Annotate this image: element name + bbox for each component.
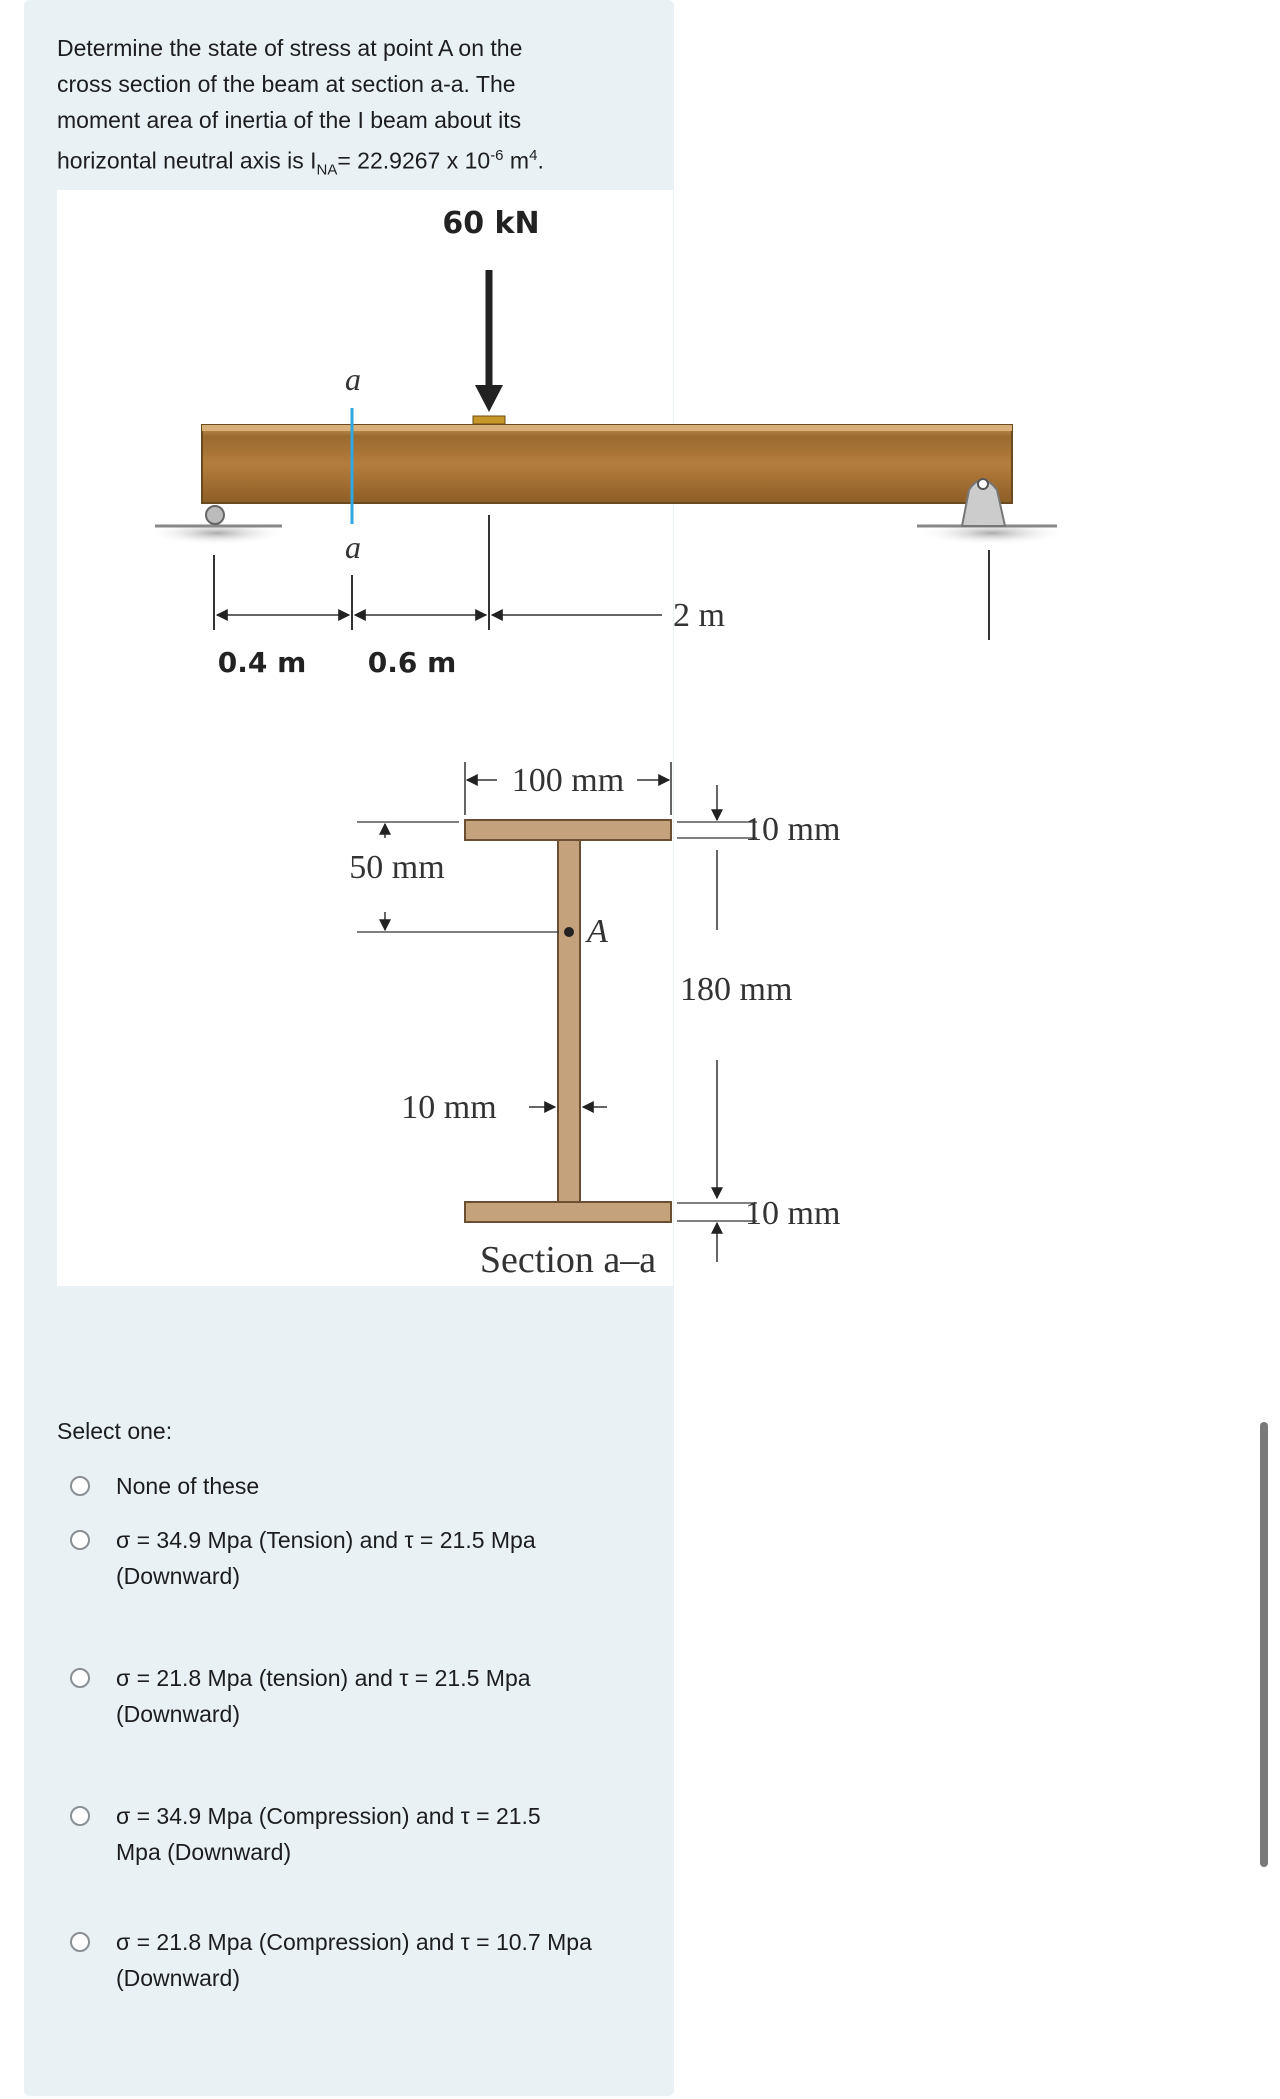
i-section	[465, 820, 671, 1222]
flange-width-label: 100 mm	[511, 762, 625, 799]
section-label-top: a	[345, 361, 361, 397]
option-text: None of these	[116, 1473, 260, 1499]
radio-button[interactable]	[70, 1530, 90, 1550]
dim-label-06: 0.6 m	[367, 646, 457, 679]
question-line-3: moment area of inertia of the I beam about its	[57, 107, 522, 133]
select-one-label: Select one:	[57, 1418, 173, 1444]
web-height-label: 180 mm	[680, 971, 793, 1008]
load-arrow-head	[475, 385, 503, 412]
beam-figure	[57, 190, 841, 1286]
top-flange	[465, 820, 671, 840]
beam	[202, 425, 1012, 503]
beam-top-edge	[202, 425, 1012, 431]
radio-button[interactable]	[70, 1668, 90, 1688]
web-thickness-label: 10 mm	[401, 1089, 497, 1126]
flange-bottom-thickness-label: 10 mm	[745, 1195, 841, 1232]
left-support	[206, 506, 224, 524]
bottom-flange	[465, 1202, 671, 1222]
radio-button[interactable]	[70, 1806, 90, 1826]
option-text: σ = 21.8 Mpa (Compression) and τ = 10.7 Mpa (Downward)	[116, 1929, 592, 1991]
flange-top-thickness-label: 10 mm	[745, 811, 841, 848]
radio-button[interactable]	[70, 1476, 90, 1496]
section-caption: Section a–a	[479, 1239, 657, 1281]
option-text: σ = 34.9 Mpa (Tension) and τ = 21.5 Mpa (Downward)	[116, 1527, 536, 1589]
question-text	[57, 30, 657, 188]
load-label: 60 kN	[442, 206, 540, 241]
question-line-2: cross section of the beam at section a-a. The	[57, 71, 516, 97]
dim-label-2: 2 m	[673, 597, 725, 634]
dim-label-04: 0.4 m	[217, 646, 307, 679]
option-text: σ = 34.9 Mpa (Compression) and τ = 21.5 Mpa (Downward)	[116, 1803, 541, 1865]
point-a-marker	[564, 927, 574, 937]
beam-diagram	[57, 190, 841, 1286]
scrollbar[interactable]	[1260, 1422, 1268, 1867]
point-a-label: A	[587, 913, 608, 950]
question-line-4: horizontal neutral axis is $I_{NA}= 22.9267$ x $10^{-6}$ $m^4$.	[57, 147, 544, 179]
radio-button[interactable]	[70, 1932, 90, 1952]
dist-a-label: 50 mm	[349, 849, 445, 886]
option-text: σ = 21.8 Mpa (tension) and τ = 21.5 Mpa (Downward)	[116, 1665, 531, 1727]
question-line-1: Determine the state of stress at point A on the	[57, 35, 523, 61]
load-plate	[473, 416, 505, 424]
web	[558, 840, 580, 1202]
section-label-bottom: a	[345, 529, 361, 565]
